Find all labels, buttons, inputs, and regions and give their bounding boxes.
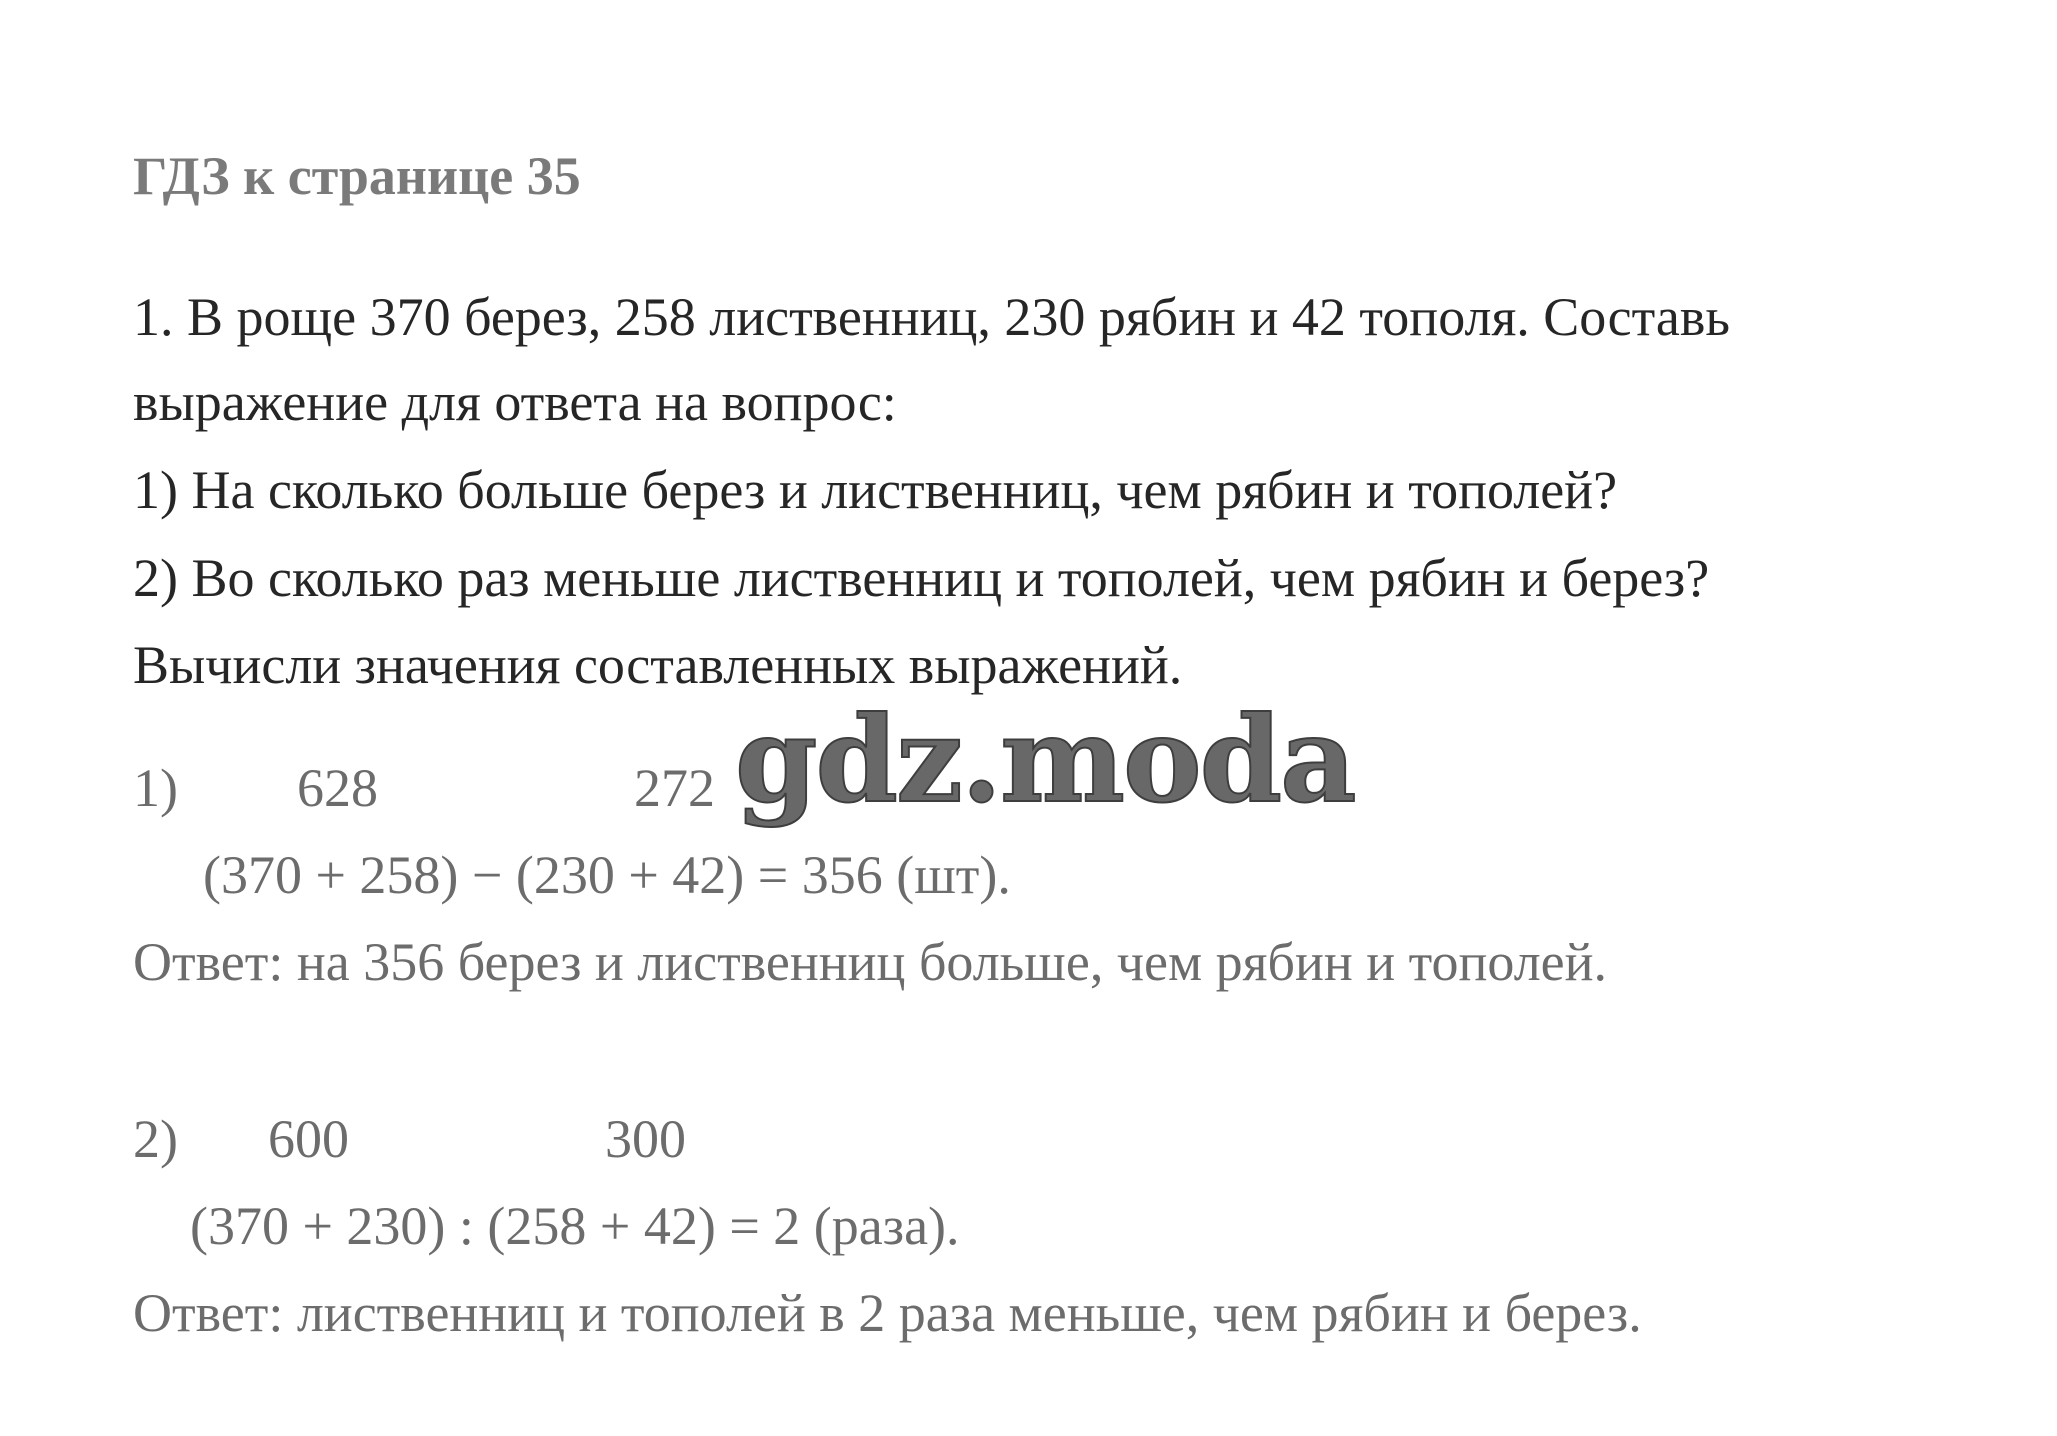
task-line-1: 1. В роще 370 берез, 258 лиственниц, 230 рябин и 42 тополя. Составь [133,287,1730,347]
watermark-logo: gdz.moda [735,690,1355,829]
task-question-1: 1) На сколько больше берез и лиственниц, чем рябин и тополей? [133,460,1618,520]
solution-1-subresult-a: 628 [297,758,378,818]
page-title: ГДЗ к странице 35 [133,146,581,206]
solution-2-expression: (370 + 230) : (258 + 42) = 2 (раза). [190,1196,960,1256]
solution-1-answer: Ответ: на 356 берез и лиственниц больше, чем рябин и тополей. [133,932,1608,992]
task-question-2: 2) Во сколько раз меньше лиственниц и тополей, чем рябин и берез? [133,548,1710,608]
solution-2-subresult-b: 300 [605,1109,686,1169]
solution-1-label: 1) [133,758,178,818]
task-instruction: Вычисли значения составленных выражений. [133,635,1183,695]
solution-1-subresult-b: 272 [634,758,715,818]
solution-1-expression: (370 + 258) − (230 + 42) = 356 (шт). [203,845,1011,905]
solution-2-answer: Ответ: лиственниц и тополей в 2 раза меньше, чем рябин и берез. [133,1283,1642,1343]
solution-2-label: 2) [133,1109,178,1169]
solution-2-subresult-a: 600 [268,1109,349,1169]
task-line-2: выражение для ответа на вопрос: [133,372,897,432]
